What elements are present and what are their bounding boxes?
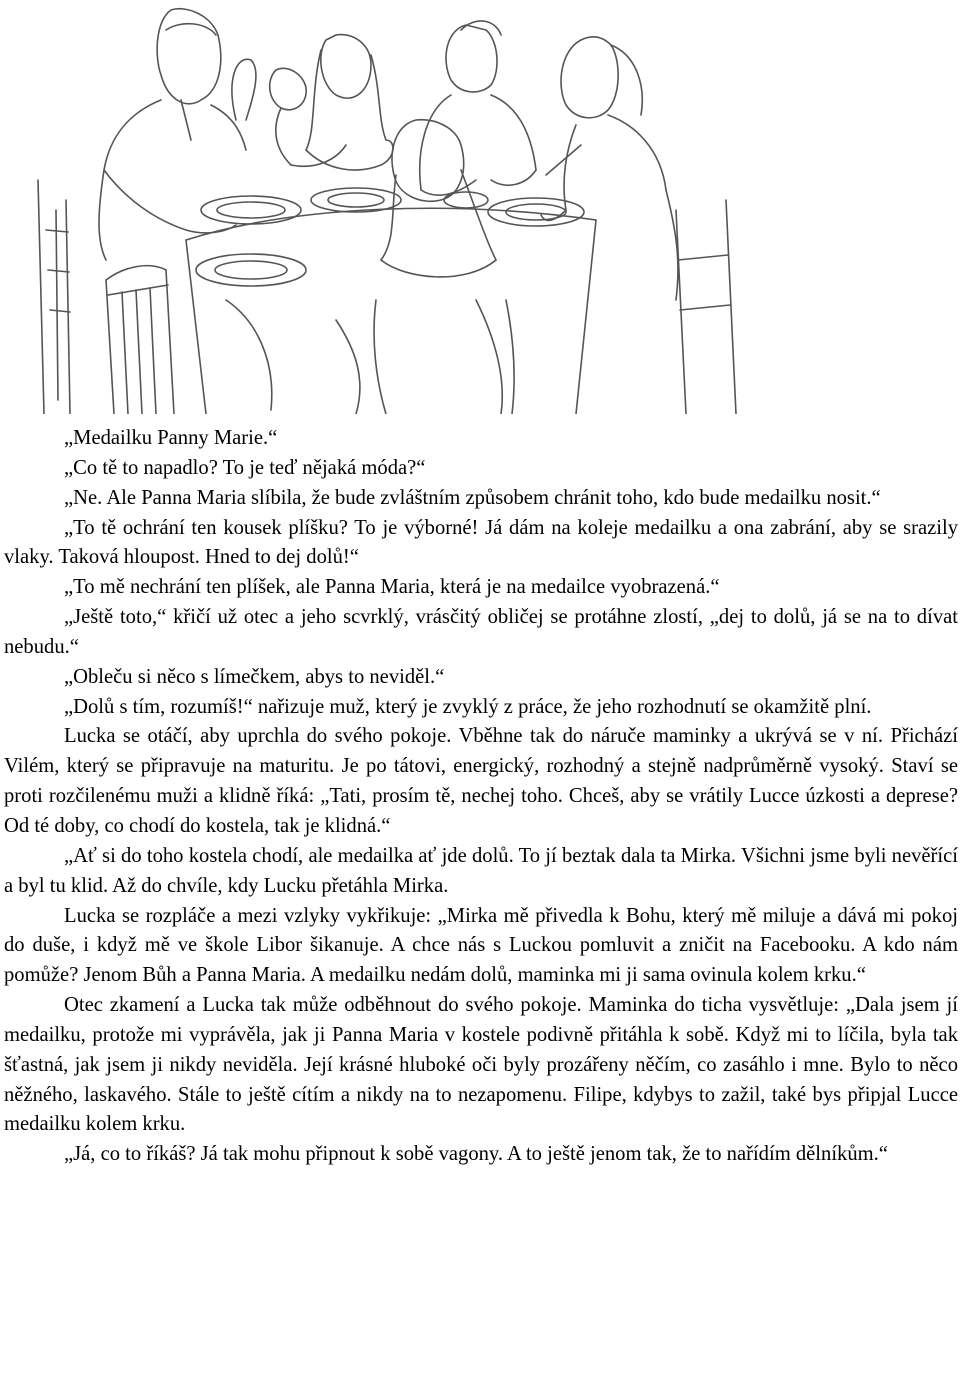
paragraph: „Ne. Ale Panna Maria slíbila, že bude zvláštním způsobem chránit toho, kdo bude medailku nosit.“ [64,486,881,509]
mother-with-child-icon [270,35,393,170]
paragraph: Lucka se otáčí, aby uprchla do svého pokoje. Vběhne tak do náruče maminky a ukrývá se v ní. Přichází Vilém, který se připravuje na maturitu. Je po tátovi, energický, rozhodný a stejně nadprůměrně vysoký. Staví se proti rozčilenému muži a klidně říká: „Tati, prosím tě, nechej toho. Chceš, aby se vrátily Lucce úzkosti a deprese? Od té doby, co chodí do kostela, tak je klidná.“ [4,725,958,837]
paragraph: „Dolů s tím, rozumíš!“ nařizuje muž, který je zvyklý z práce, že jeho rozhodnutí se okamžitě plní. [64,695,872,718]
left-chair-icon [38,180,70,414]
paragraph: „Já, co to říkáš? Já tak mohu připnout k sobě vagony. A to ještě jenom tak, že to nařídím dělníkům.“ [64,1143,888,1166]
paragraph: Lucka se rozpláče a mezi vzlyky vykřikuje: „Mirka mě přivedla k Bohu, který mě miluje a dává mi pokoj do duše, i když mě ve škole Libor šikanuje. A chce nás s Luckou pomluvit a zničit na Facebooku. A kdo nám pomůže? Jenom Bůh a Panna Maria. A medailku nedám dolů, maminka mi ji sama ovinula kolem krku.“ [4,904,958,987]
paragraph: Otec zkamení a Lucka tak může odběhnout do svého pokoje. Maminka do ticha vysvětluje: „Dala jsem jí medailku, protože mi vyprávěla, jak ji Panna Maria v kostele podivně přitáhla k sobě. Když mi to líčila, byla tak šťastná, jak jsem ji nikdy neviděla. Její krásné hluboké oči byly prozářeny něčím, co zasáhlo i mne. Bylo to něco něžného, laskavého. Stále to ještě cítím a nikdy na to nezapomenu. Filipe, kdybys to zažil, také bys připjal Lucce medailku kolem krku. [4,994,958,1136]
paragraph: „To tě ochrání ten kousek plíšku? To je výborné! Já dám na koleje medailku a ona zabrání, aby se srazily vlaky. Taková hloupost. Hned to dej dolů!“ [4,516,958,569]
paragraph: „To mě nechrání ten plíšek, ale Panna Maria, která je na medailce vyobrazená.“ [64,576,720,599]
family-dinner-illustration [36,0,934,414]
paragraph: „Obleču si něco s límečkem, abys to neviděl.“ [64,665,445,688]
right-chair-icon [676,200,736,414]
story-text [4,424,958,1170]
paragraph: „Medailku Panny Marie.“ [64,427,278,449]
paragraph: „Ať si do toho kostela chodí, ale medailka ať jde dolů. To jí beztak dala ta Mirka. Všichni jsme byli nevěřící a byl tu klid. Až do chvíle, kdy Lucku přetáhla Mirka. [4,844,958,897]
woman-right-figure-icon [541,37,678,300]
paragraph: „Co tě to napadlo? To je teď nějaká móda?“ [64,456,426,479]
son-figure-icon [420,21,536,195]
front-left-chair-icon [106,266,174,414]
girl-from-behind-icon [374,120,514,414]
paragraph: „Ještě toto,“ křičí už otec a jeho scvrklý, vrásčitý obličej se protáhne zlostí, „dej to dolů, já se na to dívat nebudu.“ [4,606,958,658]
table-icon [186,208,596,414]
